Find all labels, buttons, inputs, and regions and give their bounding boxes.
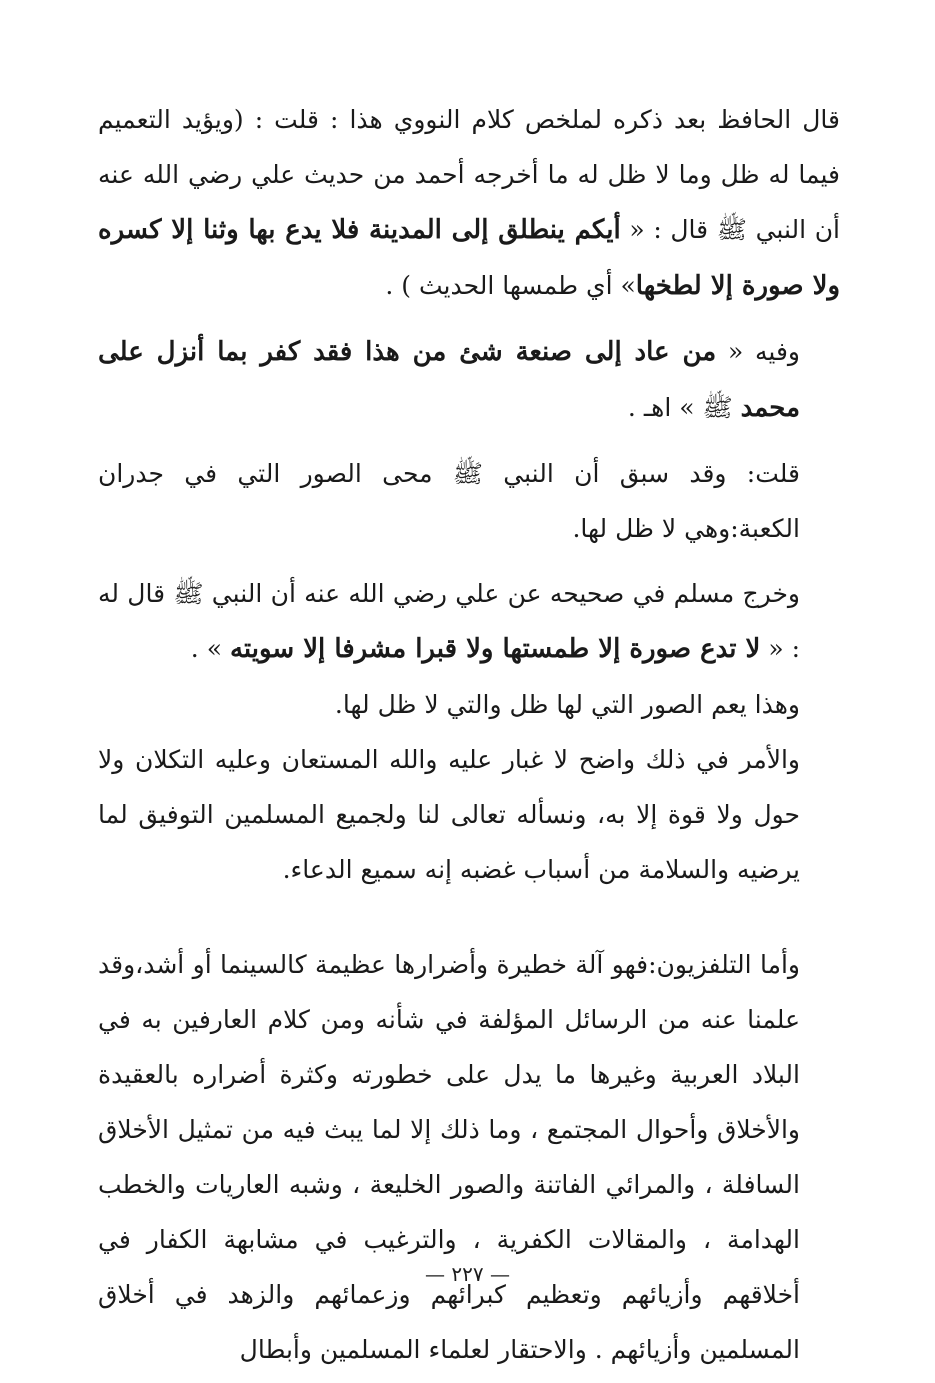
page-body (98, 92, 840, 1377)
paragraph-text: والأمر في ذلك واضح لا غبار عليه والله المستعان وعليه التكلان ولا حول ولا قوة إلا به، ونسأله تعالى لنا ولجميع المسلمين التوفيق لما يرضيه والسلامة من أسباب غضبه إنه سميع الدعاء. (98, 745, 800, 884)
hadith-text: من عاد إلى صنعة شئ من هذا فقد كفر بما أنزل على محمد (98, 337, 800, 423)
paragraph-text: قال الحافظ بعد ذكره لملخص كلام النووي هذا : قلت : (ويؤيد التعميم فيما له ظل وما لا ظل له ما أخرجه أحمد من حديث علي رضي الله عنه أن النبي ﷺ قال : « (98, 105, 841, 244)
paragraph-general (98, 677, 840, 732)
paragraph-text: قلت: وقد سبق أن النبي ﷺ محى الصور التي في جدران الكعبة:وهي لا ظل لها. (98, 459, 800, 543)
paragraph-text: » . (190, 634, 230, 663)
paragraph-text: وخرج مسلم في صحيحه عن علي رضي الله عنه أن النبي ﷺ قال له : « (98, 579, 800, 663)
paragraph-muslim (98, 566, 840, 677)
paragraph-wafihi (98, 324, 840, 436)
paragraph-text: وأما التلفزيون:فهو آلة خطيرة وأضرارها عظيمة كالسينما أو أشد،وقد علمنا عنه من الرسائل المؤلفة في شأنه ومن كلام العارفين به في البلاد العربية وغيرها ما يدل على خطورته وكثرة أضراره بالعقيدة والأخلاق وأحوال المجتمع ، وما ذلك إلا لما يبث فيه من تمثيل الأخلاق السافلة ، والمرائي الفاتنة والصور الخليعة ، وشبه العاريات والخطب الهدامة ، والمقالات الكفرية ، والترغيب في مشابهة الكفار في أخلاقهم وأزيائهم وتعظيم كبرائهم وزعمائهم والزهد في أخلاق المسلمين وأزيائهم . والاحتقار لعلماء المسلمين وأبطال (98, 950, 800, 1364)
hadith-text: لا تدع صورة إلا طمستها ولا قبرا مشرفا إلا سويته (229, 634, 761, 664)
paragraph-hafiz-quote (98, 92, 840, 314)
paragraph-television (98, 937, 840, 1377)
hadith-text: أيكم ينطلق إلى المدينة فلا يدع بها وثنا إلا كسره ولا صورة إلا لطخها (98, 215, 840, 301)
paragraph-text: وهذا يعم الصور التي لها ظل والتي لا ظل لها. (334, 690, 800, 719)
paragraph-kaaba (98, 446, 840, 556)
paragraph-text: » أي طمسها الحديث ) . (385, 271, 636, 300)
paragraph-text: ﷺ » اهـ . (627, 393, 741, 422)
paragraph-conclusion (98, 732, 840, 897)
paragraph-text: وفيه « (716, 337, 800, 366)
page-number: — ٢٢٧ — (425, 1262, 510, 1286)
